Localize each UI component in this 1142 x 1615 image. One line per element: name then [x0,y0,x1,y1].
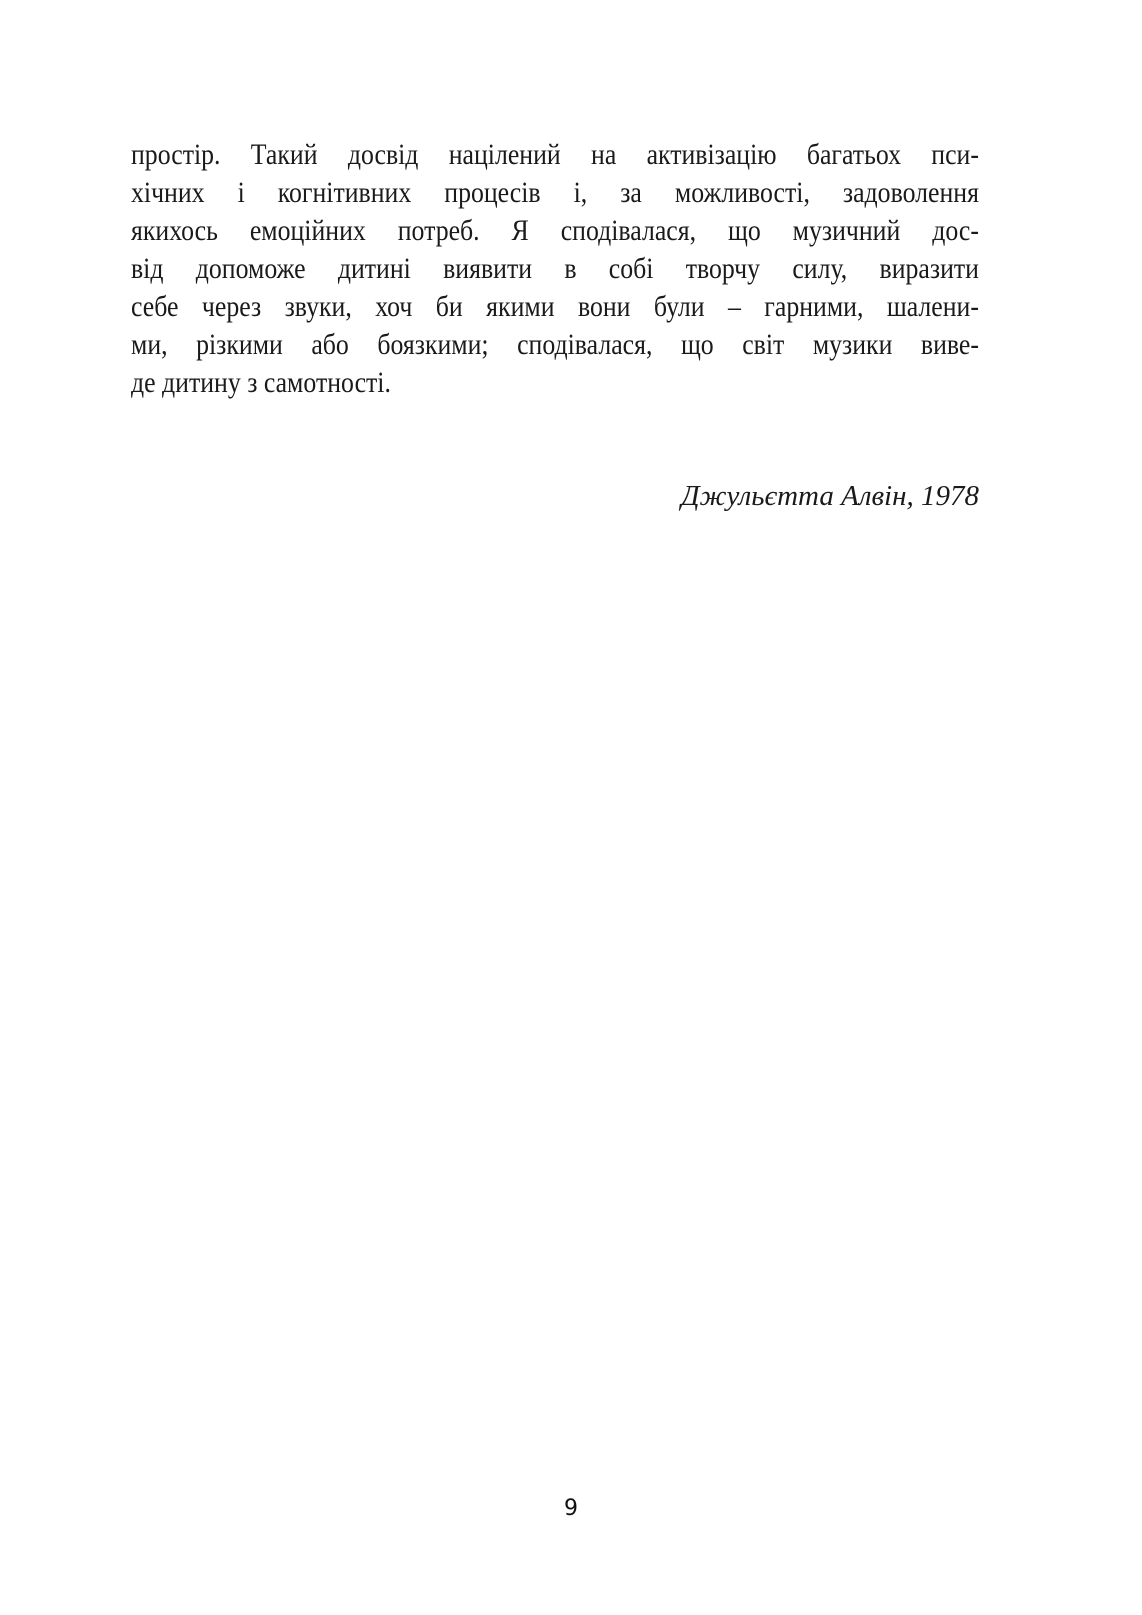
paragraph [131,136,979,402]
text-line: якихось емоційних потреб. Я сподівалася, що музичний дос- [131,214,979,247]
page-number: 9 [564,1496,578,1521]
text-line: від допоможе дитині виявити в собі творчу силу, виразити [131,252,979,285]
quote-attribution: Джульєтта Алвін, 1978 [681,480,979,512]
text-line: простір. Такий досвід націлений на активізацію багатьох пси- [131,138,979,171]
text-line: де дитину з самотності. [131,366,391,399]
text-line: ми, різкими або боязкими; сподівалася, що світ музики виве- [131,328,979,361]
text-line: себе через звуки, хоч би якими вони були – гарними, шалени- [131,290,979,323]
text-line: хічних і когнітивних процесів і, за можливості, задоволення [131,176,979,209]
